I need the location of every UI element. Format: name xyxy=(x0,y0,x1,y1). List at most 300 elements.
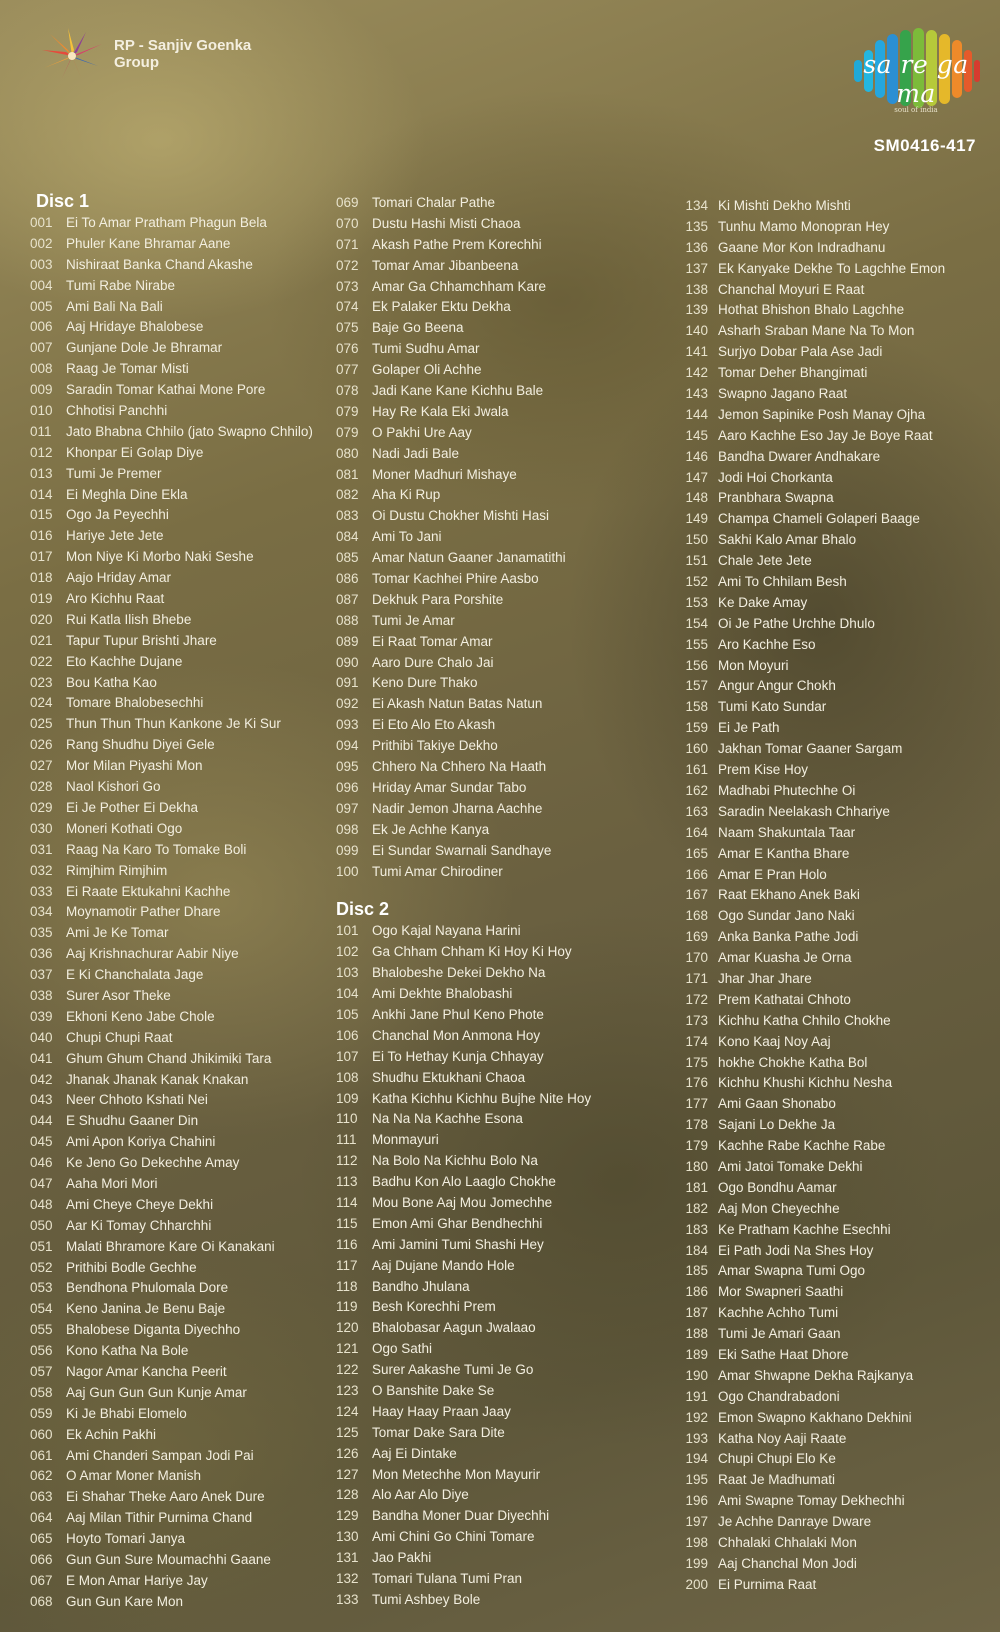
track-row xyxy=(30,443,313,464)
track-number: 046 xyxy=(30,1155,53,1171)
track-number: 131 xyxy=(336,1550,359,1566)
track-title: Chupi Chupi Raat xyxy=(66,1029,173,1045)
track-row xyxy=(30,1132,313,1153)
track-title: Monmayuri xyxy=(372,1132,439,1148)
track-number: 039 xyxy=(30,1008,53,1024)
track-title: Mou Bone Aaj Mou Jomechhe xyxy=(372,1194,553,1210)
track-number: 069 xyxy=(336,195,359,210)
track-title: Jhar Jhar Jhare xyxy=(718,970,812,986)
track-row xyxy=(30,422,313,443)
track-title: Madhabi Phutechhe Oi xyxy=(718,782,856,798)
tracklist-column-2 xyxy=(336,193,591,1611)
track-row xyxy=(336,984,591,1005)
track-row xyxy=(30,1174,313,1195)
track-title: Ogo Sundar Jano Naki xyxy=(718,908,855,924)
track-title: Naam Shakuntala Taar xyxy=(718,824,856,840)
track-number: 077 xyxy=(336,362,359,378)
track-row xyxy=(336,1360,591,1381)
track-row xyxy=(336,1569,591,1590)
track-title: Ek Palaker Ektu Dekha xyxy=(372,299,511,315)
track-row xyxy=(30,882,313,903)
tracklist-column-3 xyxy=(672,196,945,1596)
track-title: Baje Go Beena xyxy=(372,320,464,336)
track-title: Ei Akash Natun Batas Natun xyxy=(372,696,543,712)
track-title: Hariye Jete Jete xyxy=(66,528,164,544)
track-title: O Banshite Dake Se xyxy=(372,1382,495,1398)
track-title: Tumi Sudhu Amar xyxy=(372,341,480,357)
track-title: Champa Chameli Golaperi Baage xyxy=(718,511,920,527)
track-row xyxy=(336,841,591,862)
track-row xyxy=(672,593,945,614)
track-number: 087 xyxy=(336,591,359,607)
track-row xyxy=(672,1387,945,1408)
track-number: 189 xyxy=(685,1346,708,1362)
track-title: Nishiraat Banka Chand Akashe xyxy=(66,256,253,272)
track-title: Ankhi Jane Phul Keno Phote xyxy=(372,1006,544,1022)
track-row xyxy=(336,402,591,423)
track-number: 174 xyxy=(685,1033,708,1049)
track-number: 150 xyxy=(685,532,708,548)
saregama-tagline: soul of india xyxy=(894,106,938,114)
track-row xyxy=(30,526,313,547)
track-number: 153 xyxy=(685,594,708,610)
track-number: 079 xyxy=(336,403,359,419)
track-row xyxy=(672,196,945,217)
disc-1-heading: Disc 1 xyxy=(36,191,90,211)
track-number: 094 xyxy=(336,738,359,754)
track-title: Chhero Na Chhero Na Haath xyxy=(372,759,547,775)
track-number: 059 xyxy=(30,1405,53,1421)
track-title: Jakhan Tomar Gaaner Sargam xyxy=(718,741,903,757)
track-title: Aaro Dure Chalo Jai xyxy=(372,654,494,670)
track-row xyxy=(30,986,313,1007)
track-row xyxy=(30,401,313,422)
track-title: Chale Jete Jete xyxy=(718,553,812,569)
track-row xyxy=(336,715,591,736)
track-title: Aajo Hriday Amar xyxy=(66,570,172,586)
track-number: 043 xyxy=(30,1092,53,1108)
track-number: 042 xyxy=(30,1071,53,1087)
track-title: Bhalobasar Aagun Jwalaao xyxy=(372,1320,536,1336)
track-title: Chanchal Mon Anmona Hoy xyxy=(372,1027,541,1043)
track-row xyxy=(672,1115,945,1136)
track-title: Aaj Milan Tithir Purnima Chand xyxy=(66,1510,253,1526)
track-title: Tomari Tulana Tumi Pran xyxy=(372,1571,523,1586)
track-number: 119 xyxy=(336,1299,358,1315)
track-number: 015 xyxy=(30,507,53,523)
track-row xyxy=(336,1506,591,1527)
track-row xyxy=(336,360,591,381)
track-number: 034 xyxy=(30,904,53,920)
track-row xyxy=(30,1362,313,1383)
track-row xyxy=(672,572,945,593)
track-title: Ei Meghla Dine Ekla xyxy=(66,486,188,502)
track-row xyxy=(30,255,313,276)
track-title: Haay Haay Praan Jaay xyxy=(372,1403,511,1419)
track-row xyxy=(672,760,945,781)
track-number: 040 xyxy=(30,1029,53,1045)
track-title: Ami To Chhilam Besh xyxy=(718,574,847,590)
track-number: 137 xyxy=(685,260,708,276)
track-row xyxy=(672,1554,945,1575)
track-title: Akash Pathe Prem Korechhi xyxy=(372,236,542,252)
track-row xyxy=(30,1341,313,1362)
track-row xyxy=(30,777,313,798)
track-row xyxy=(672,1157,945,1178)
track-number: 185 xyxy=(685,1263,708,1279)
track-row xyxy=(672,739,945,760)
track-row xyxy=(672,676,945,697)
track-row xyxy=(30,1258,313,1279)
track-number: 149 xyxy=(685,511,708,527)
track-row xyxy=(672,927,945,948)
track-title: Amar Shwapne Dekha Rajkanya xyxy=(718,1367,914,1383)
track-row xyxy=(30,485,313,506)
track-number: 146 xyxy=(685,448,708,464)
track-row xyxy=(30,1383,313,1404)
track-number: 075 xyxy=(336,320,359,336)
track-row xyxy=(336,297,591,318)
track-title: Eto Kachhe Dujane xyxy=(66,653,183,669)
track-number: 128 xyxy=(336,1487,359,1503)
track-title: Kachhe Achho Tumi xyxy=(718,1305,839,1321)
track-row xyxy=(336,1026,591,1047)
track-number: 158 xyxy=(685,699,708,715)
track-row xyxy=(336,506,591,527)
track-number: 041 xyxy=(30,1050,53,1066)
track-title: Rui Katla Ilish Bhebe xyxy=(66,611,192,627)
track-title: Katha Kichhu Kichhu Bujhe Nite Hoy xyxy=(372,1090,592,1106)
track-number: 161 xyxy=(685,762,708,778)
track-row xyxy=(672,1136,945,1157)
track-row xyxy=(30,693,313,714)
track-title: Ami Chini Go Chini Tomare xyxy=(372,1529,535,1545)
track-row xyxy=(672,238,945,259)
track-number: 191 xyxy=(685,1388,708,1404)
track-number: 064 xyxy=(30,1510,53,1526)
track-number: 166 xyxy=(685,866,708,882)
track-number: 036 xyxy=(30,946,53,962)
track-title: Na Na Na Kachhe Esona xyxy=(372,1111,523,1127)
track-number: 035 xyxy=(30,925,53,941)
track-title: Kachhe Rabe Kachhe Rabe xyxy=(718,1138,886,1154)
track-row xyxy=(30,1111,313,1132)
track-title: Chupi Chupi Elo Ke xyxy=(718,1451,836,1467)
track-number: 180 xyxy=(685,1158,708,1174)
track-title: Keno Dure Thako xyxy=(372,675,478,691)
track-number: 051 xyxy=(30,1238,53,1254)
track-number: 136 xyxy=(685,239,708,255)
track-title: Asharh Sraban Mane Na To Mon xyxy=(718,323,915,339)
track-number: 097 xyxy=(336,800,359,816)
track-number: 022 xyxy=(30,653,53,669)
track-title: Ami Chanderi Sampan Jodi Pai xyxy=(66,1447,254,1463)
track-number: 052 xyxy=(30,1259,53,1275)
track-number: 123 xyxy=(336,1382,359,1398)
track-number: 031 xyxy=(30,841,53,857)
track-row xyxy=(336,214,591,235)
track-title: Ke Pratham Kachhe Esechhi xyxy=(718,1221,891,1237)
track-row xyxy=(30,380,313,401)
track-row xyxy=(672,1261,945,1282)
track-title: Moynamotir Pather Dhare xyxy=(66,904,221,920)
track-number: 130 xyxy=(336,1529,359,1545)
track-number: 143 xyxy=(685,386,708,402)
track-row xyxy=(672,384,945,405)
track-title: Tomar Amar Jibanbeena xyxy=(372,257,519,273)
track-number: 110 xyxy=(336,1111,358,1127)
track-number: 053 xyxy=(30,1280,53,1296)
track-title: Ami Apon Koriya Chahini xyxy=(66,1134,216,1150)
track-title: Jhanak Jhanak Kanak Knakan xyxy=(66,1071,249,1087)
track-row xyxy=(336,653,591,674)
track-row xyxy=(672,1053,945,1074)
track-row xyxy=(336,548,591,569)
track-row xyxy=(336,1590,591,1611)
track-row xyxy=(30,234,313,255)
rpsg-starburst-logo-icon xyxy=(38,26,108,82)
track-title: Surjyo Dobar Pala Ase Jadi xyxy=(718,344,883,360)
track-row xyxy=(30,1049,313,1070)
track-number: 121 xyxy=(336,1341,359,1357)
track-number: 088 xyxy=(336,612,359,628)
track-row xyxy=(672,990,945,1011)
track-title: Ghum Ghum Chand Jhikimiki Tara xyxy=(66,1050,272,1066)
track-title: Malati Bhramore Kare Oi Kanakani xyxy=(66,1238,275,1254)
track-row xyxy=(336,673,591,694)
track-title: Amar Natun Gaaner Janamatithi xyxy=(372,550,566,566)
track-title: Aaj Mon Cheyechhe xyxy=(718,1200,840,1216)
track-row xyxy=(672,1470,945,1491)
track-title: Shudhu Ektukhani Chaoa xyxy=(372,1069,526,1085)
track-title: Moneri Kothati Ogo xyxy=(66,820,183,836)
disc-2-tracks xyxy=(336,921,591,1610)
track-title: Ami Dekhte Bhalobashi xyxy=(372,986,513,1002)
track-row xyxy=(336,862,591,883)
track-title: Ami Gaan Shonabo xyxy=(718,1096,836,1112)
track-row xyxy=(672,488,945,509)
track-row xyxy=(672,1032,945,1053)
track-number: 070 xyxy=(336,215,359,231)
track-number: 050 xyxy=(30,1217,53,1233)
track-number: 091 xyxy=(336,675,359,691)
track-title: O Amar Moner Manish xyxy=(66,1468,202,1484)
track-number: 068 xyxy=(30,1593,53,1609)
track-title: Tomar Kachhei Phire Aasbo xyxy=(372,571,539,587)
track-title: Tumi Kato Sundar xyxy=(718,699,827,715)
track-number: 106 xyxy=(336,1027,359,1043)
track-row xyxy=(672,321,945,342)
track-row xyxy=(672,1199,945,1220)
track-title: Pranbhara Swapna xyxy=(718,490,834,506)
track-title: Nagor Amar Kancha Peerit xyxy=(66,1363,227,1379)
track-row xyxy=(672,1178,945,1199)
track-row xyxy=(336,318,591,339)
track-row xyxy=(336,757,591,778)
track-row xyxy=(672,865,945,886)
track-number: 142 xyxy=(685,365,708,381)
track-title: Dekhuk Para Porshite xyxy=(372,591,504,607)
track-title: Amar Ga Chhamchham Kare xyxy=(372,278,547,294)
track-number: 183 xyxy=(685,1221,708,1237)
track-number: 076 xyxy=(336,341,359,357)
track-number: 027 xyxy=(30,758,53,774)
track-row xyxy=(672,948,945,969)
track-row xyxy=(30,1550,313,1571)
track-row xyxy=(336,1193,591,1214)
track-title: Golaper Oli Achhe xyxy=(372,362,482,378)
track-title: Ogo Bondhu Aamar xyxy=(718,1179,837,1195)
track-title: Bandho Jhulana xyxy=(372,1278,470,1294)
track-row xyxy=(672,1533,945,1554)
track-number: 114 xyxy=(336,1194,358,1210)
track-title: Eki Sathe Haat Dhore xyxy=(718,1346,849,1362)
track-row xyxy=(672,844,945,865)
track-number: 140 xyxy=(685,323,708,339)
track-number: 029 xyxy=(30,799,53,815)
track-number: 198 xyxy=(685,1535,708,1550)
track-title: Prithibi Bodle Gechhe xyxy=(66,1259,197,1275)
track-number: 112 xyxy=(336,1153,358,1169)
track-number: 194 xyxy=(685,1451,708,1467)
track-title: Gunjane Dole Je Bhramar xyxy=(66,340,223,356)
track-title: Jao Pakhi xyxy=(372,1550,432,1566)
track-row xyxy=(336,942,591,963)
track-title: Aha Ki Rup xyxy=(372,487,441,503)
track-title: Ke Dake Amay xyxy=(718,594,808,610)
track-row xyxy=(672,718,945,739)
track-title: Rimjhim Rimjhim xyxy=(66,862,168,878)
track-title: Chhalaki Chhalaki Mon xyxy=(718,1535,857,1550)
saregama-wordmark: sa re ga ma xyxy=(863,50,969,108)
track-title: Keno Janina Je Benu Baje xyxy=(66,1301,226,1317)
track-row xyxy=(672,1366,945,1387)
track-number: 038 xyxy=(30,987,53,1003)
track-number: 169 xyxy=(685,929,708,945)
track-title: Prem Kathatai Chhoto xyxy=(718,991,851,1007)
track-title: Ke Jeno Go Dekechhe Amay xyxy=(66,1155,240,1171)
track-row xyxy=(672,300,945,321)
track-title: Amar E Pran Holo xyxy=(718,866,827,882)
track-number: 141 xyxy=(685,344,708,360)
track-number: 073 xyxy=(336,278,359,294)
track-number: 122 xyxy=(336,1362,359,1378)
track-number: 171 xyxy=(685,970,708,986)
track-number: 020 xyxy=(30,611,53,627)
track-title: Khonpar Ei Golap Diye xyxy=(66,444,204,460)
track-title: Katha Noy Aaji Raate xyxy=(718,1430,847,1446)
track-row xyxy=(30,1007,313,1028)
track-row xyxy=(30,861,313,882)
track-row xyxy=(672,405,945,426)
track-number: 167 xyxy=(685,887,708,903)
track-number: 157 xyxy=(685,678,708,694)
catalog-number: SM0416-417 xyxy=(873,136,976,155)
track-row xyxy=(336,1339,591,1360)
track-title: Ami Je Ke Tomar xyxy=(66,925,169,941)
track-row xyxy=(336,235,591,256)
track-title: Besh Korechhi Prem xyxy=(372,1299,496,1315)
track-title: Aaj Ei Dintake xyxy=(372,1445,457,1461)
track-number: 148 xyxy=(685,490,708,506)
track-number: 037 xyxy=(30,967,53,983)
track-number: 196 xyxy=(685,1493,708,1509)
track-number: 084 xyxy=(336,529,359,545)
track-row xyxy=(672,447,945,468)
track-title: Tomari Chalar Pathe xyxy=(372,195,496,210)
track-number: 193 xyxy=(685,1430,708,1446)
track-number: 132 xyxy=(336,1571,359,1586)
track-title: Ga Chham Chham Ki Hoy Ki Hoy xyxy=(372,944,572,960)
track-title: Chanchal Moyuri E Raat xyxy=(718,281,865,297)
track-number: 170 xyxy=(685,950,708,966)
track-number: 072 xyxy=(336,257,359,273)
track-row xyxy=(672,1094,945,1115)
track-title: Alo Aar Alo Diye xyxy=(372,1487,469,1503)
track-number: 082 xyxy=(336,487,359,503)
track-number: 100 xyxy=(336,863,359,879)
track-row xyxy=(336,381,591,402)
track-title: Mon Metechhe Mon Mayurir xyxy=(372,1466,541,1482)
track-row xyxy=(336,963,591,984)
track-title: Ki Je Bhabi Elomelo xyxy=(66,1405,187,1421)
track-title: Prithibi Takiye Dekho xyxy=(372,738,498,754)
track-row xyxy=(30,338,313,359)
track-number: 197 xyxy=(685,1514,708,1530)
track-title: Tomar Deher Bhangimati xyxy=(718,365,868,381)
track-row xyxy=(30,1571,313,1592)
disc-2-tracks-continued xyxy=(672,196,945,1596)
track-number: 021 xyxy=(30,632,53,648)
track-title: Ek Achin Pakhi xyxy=(66,1426,157,1442)
track-number: 127 xyxy=(336,1466,359,1482)
track-title: Jato Bhabna Chhilo (jato Swapno Chhilo) xyxy=(66,423,313,439)
track-row xyxy=(336,1548,591,1569)
track-number: 092 xyxy=(336,696,359,712)
track-row xyxy=(30,213,313,234)
track-title: Emon Ami Ghar Bendhechhi xyxy=(372,1215,543,1231)
track-row xyxy=(336,1527,591,1548)
track-number: 028 xyxy=(30,779,53,795)
track-title: Raat Je Madhumati xyxy=(718,1472,836,1488)
track-number: 017 xyxy=(30,549,53,565)
track-title: Tomar Dake Sara Dite xyxy=(372,1424,505,1440)
track-number: 099 xyxy=(336,842,359,858)
track-number: 200 xyxy=(685,1576,708,1592)
track-row xyxy=(672,1011,945,1032)
track-title: Saradin Neelakash Chhariye xyxy=(718,803,890,819)
track-title: Aaj Gun Gun Gun Kunje Amar xyxy=(66,1384,247,1400)
track-title: Oi Je Pathe Urchhe Dhulo xyxy=(718,615,875,631)
track-title: Kono Katha Na Bole xyxy=(66,1343,189,1359)
track-row xyxy=(30,1508,313,1529)
track-number: 011 xyxy=(30,423,52,439)
track-title: Ei Je Pother Ei Dekha xyxy=(66,799,199,815)
track-row xyxy=(336,1485,591,1506)
track-number: 044 xyxy=(30,1113,53,1129)
track-title: Amar Kuasha Je Orna xyxy=(718,950,852,966)
track-row xyxy=(336,694,591,715)
track-number: 057 xyxy=(30,1363,53,1379)
track-row xyxy=(672,656,945,677)
track-number: 085 xyxy=(336,550,359,566)
track-number: 105 xyxy=(336,1006,359,1022)
track-title: Swapno Jagano Raat xyxy=(718,386,848,402)
track-title: Ei Raate Ektukahni Kachhe xyxy=(66,883,231,899)
track-number: 001 xyxy=(30,215,53,230)
track-row xyxy=(672,1282,945,1303)
track-number: 181 xyxy=(685,1179,708,1195)
